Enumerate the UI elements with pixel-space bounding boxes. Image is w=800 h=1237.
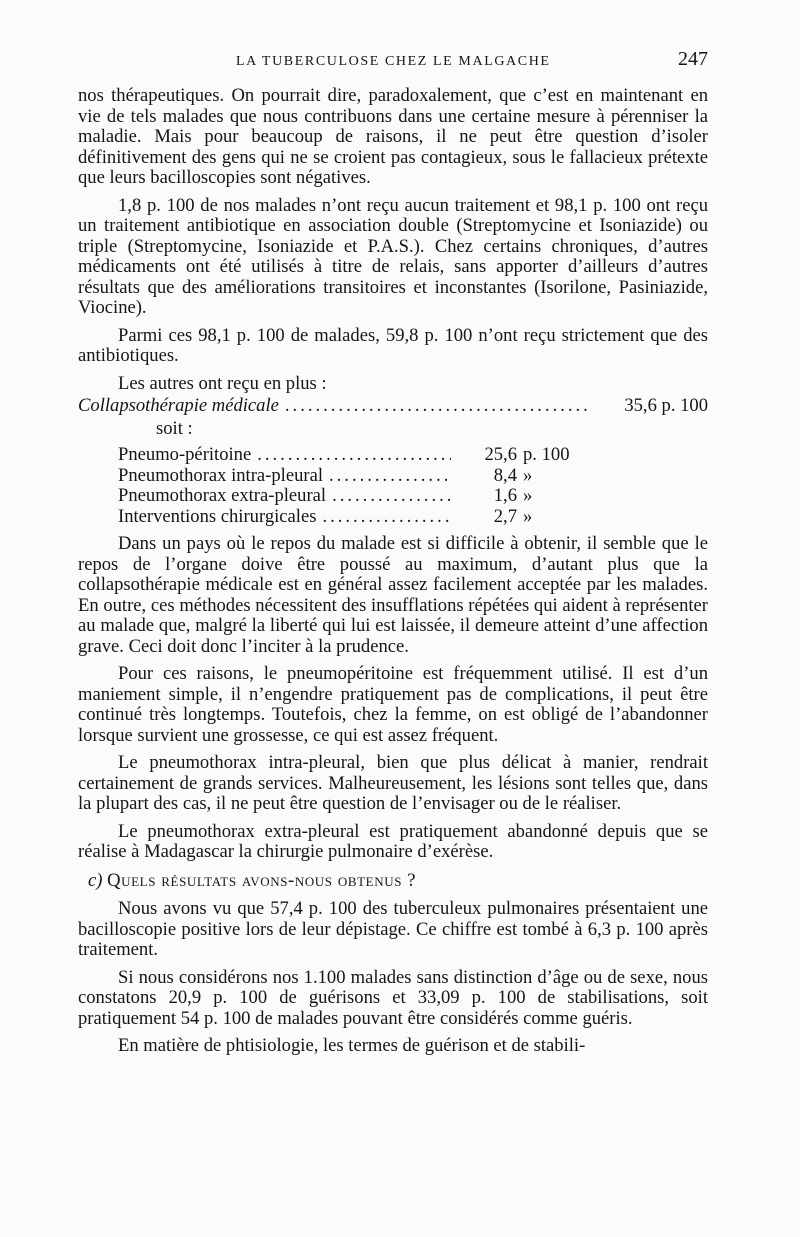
collapso-label: Collapsothérapie médicale [78,395,279,416]
table-row [118,445,573,466]
row-label: Pneumothorax intra-pleural [118,464,323,486]
page-number: 247 [678,48,708,70]
section-heading [88,871,708,892]
treatment-table [118,445,573,527]
paragraph-4: Les autres ont reçu en plus : [118,372,327,394]
row-label: Pneumothorax extra-pleural [118,485,327,506]
leader-dots [322,507,451,528]
row-label: Interventions chirurgicales [118,505,317,527]
paragraph-6: Pour ces raisons, le pneumopéritoine est fréquemment utilisé. Il est d’un maniement simple, il n’engendre pratiquement pas de complications, il peut être continué très longtemps. Toutefois, chez la femme, on est obligé de l’abandonner lorsque survient une grossesse, ce qui est assez fréquent. [78,663,708,746]
leader-dots [332,486,451,507]
paragraph-10: Si nous considérons nos 1.100 malades sans distinction d’âge ou de sexe, nous constatons 20,9 p. 100 de guérisons et 33,09 p. 100 de stabilisations, soit pratiquement 54 p. 100 de malades pouvant être considérés comme guéris. [78,966,708,1029]
collapso-row [78,396,708,417]
paragraph-5: Dans un pays où le repos du malade est si difficile à obtenir, il semble que le repos de l’organe doive être poussé au maximum, d’autant plus que la collapsothérapie médicale est en général assez facilement acceptée par les malades. En outre, ces méthodes nécessitent des insufflations répétées qui aident à représenter au malade que, malgré la liberté qui lui est laissée, il demeure atteint d’une affection grave. Ceci doit donc l’inciter à la prudence. [78,533,708,657]
paragraph-11: En matière de phtisiologie, les termes de guérison et de stabili- [118,1035,586,1056]
paragraph-2: 1,8 p. 100 de nos malades n’ont reçu aucun traitement et 98,1 p. 100 ont reçu un traitement antibiotique en association double (Streptomycine et Isoniazide) ou triple (Streptomycine, Isoniazide et P.A.S.). Chez certains chroniques, d’autres médicaments ont été utilisés à titre de relais, sans apporter d’ailleurs d’autres résultats que des améliorations transitoires et inconstantes (Isorilone, Pasiniazide, Viocine). [78,194,708,318]
paragraph-9: Nous avons vu que 57,4 p. 100 des tuberculeux pulmonaires présentaient une bacilloscopie positive lors de leur dépistage. Ce chiffre est tombé à 6,3 p. 100 après traitement. [78,898,708,960]
paragraph-3: Parmi ces 98,1 p. 100 de malades, 59,8 p. 100 n’ont reçu strictement que des antibiotiques. [78,324,708,366]
paragraph-7: Le pneumothorax intra-pleural, bien que plus délicat à manier, rendrait certainement de grands services. Malheureusement, les lésions sont telles que, dans la plupart des cas, il ne peut être question de l’envisager ou de le réaliser. [78,752,708,814]
row-unit: » [523,464,533,486]
paragraph-1: nos thérapeutiques. On pourrait dire, paradoxalement, que c’est en maintenant en vie de tels malades que nous contribuons dans une certaine mesure à pérenniser la maladie. Mais pour beaucoup de raisons, il ne peut être question d’isoler définitivement des gens qui ne se croient pas contagieux, sous le fallacieux prétexte que leurs bacilloscopies sont négatives. [78,85,708,188]
row-unit: » [523,505,533,527]
row-unit: » [523,485,533,506]
row-value: 25,6 [484,444,517,465]
row-value: 1,6 [493,485,517,506]
page-header [78,46,708,76]
leader-dots [257,445,451,466]
paragraph-8: Le pneumothorax extra-pleural est pratiquement abandonné depuis que se réalise à Madagascar la chirurgie pulmonaire d’exérèse. [78,820,708,862]
collapso-value: 35,6 p. 100 [624,395,708,416]
running-title: LA TUBERCULOSE CHEZ LE MALGACHE [236,54,551,69]
section-letter: c) [88,869,103,891]
row-label: Pneumo-péritoine [118,444,252,465]
section-title: Quels résultats avons-nous obtenus ? [107,869,417,891]
table-row [118,507,573,528]
row-value: 2,7 [493,505,517,527]
row-unit: p. 100 [523,444,570,465]
soit-label: soit : [156,417,193,439]
page-body [78,86,708,1064]
table-row [118,466,573,487]
leader-dots [329,466,451,487]
table-row [118,486,573,507]
row-value: 8,4 [493,464,517,486]
leader-dots [285,396,592,417]
